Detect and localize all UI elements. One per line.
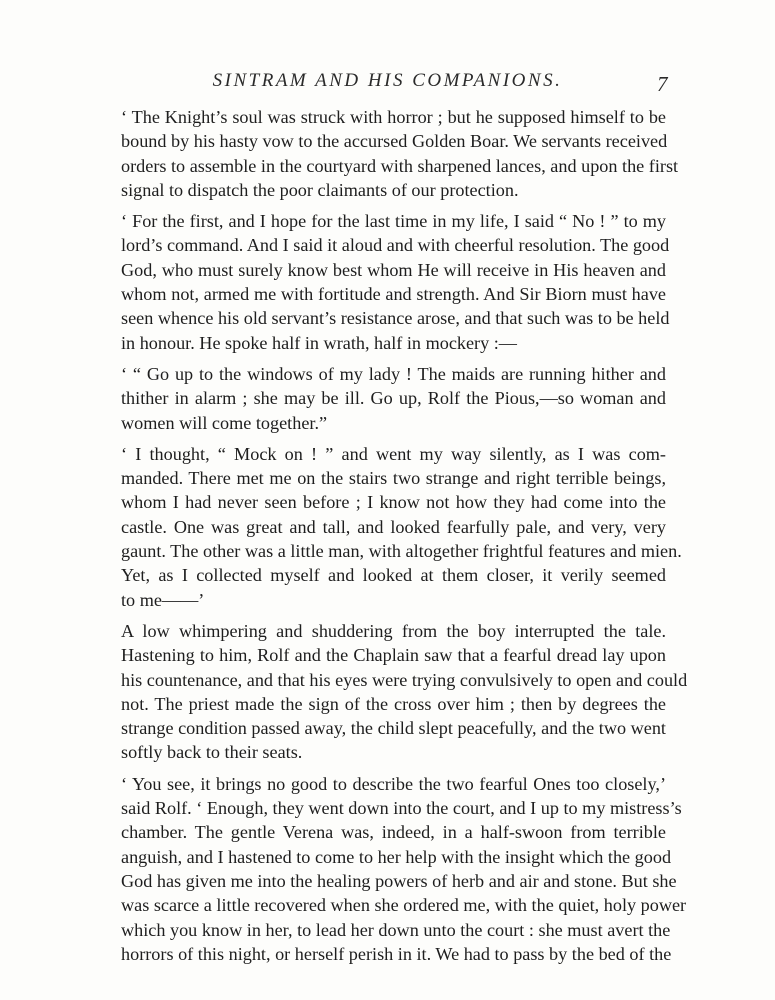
text-line: which you know in her, to lead her down unto the court : she must avert the bbox=[121, 919, 671, 940]
text-line: in honour. He spoke half in wrath, half in mockery :— bbox=[121, 332, 517, 353]
text-line: said Rolf. ‘ Enough, they went down into the court, and I up to my mistress’s bbox=[121, 798, 682, 819]
text-line: whom I had never seen before ; I know not how they had come into the bbox=[121, 492, 666, 513]
text-line: Yet, as I collected myself and looked at them closer, it verily seemed bbox=[121, 565, 666, 586]
text-line: chamber. The gentle Verena was, indeed, in a half-swoon from terrible bbox=[121, 822, 666, 843]
paragraph-1 bbox=[121, 105, 679, 202]
text-line: lord’s command. And I said it aloud and with cheerful resolution. The good bbox=[121, 235, 670, 256]
text-line: A low whimpering and shuddering from the boy interrupted the tale. bbox=[121, 620, 666, 641]
text-line: ‘ “ Go up to the windows of my lady ! The maids are running hither and bbox=[121, 363, 666, 384]
text-line: signal to dispatch the poor claimants of our protection. bbox=[121, 179, 519, 200]
text-line: orders to assemble in the courtyard with sharpened lances, and upon the first bbox=[121, 155, 679, 176]
text-line: manded. There met me on the stairs two strange and right terrible beings, bbox=[121, 468, 666, 489]
paragraph-6 bbox=[121, 772, 687, 966]
text-line: gaunt. The other was a little man, with altogether frightful features and mien. bbox=[121, 541, 682, 562]
text-line: anguish, and I hastened to come to her help with the insight which the good bbox=[121, 846, 672, 867]
text-line: was scarce a little recovered when she ordered me, with the quiet, holy power bbox=[121, 895, 687, 916]
text-line: strange condition passed away, the child slept peacefully, and the two went bbox=[121, 718, 666, 739]
paragraph-4 bbox=[121, 442, 682, 612]
paragraph-5 bbox=[121, 619, 688, 765]
text-line: God, who must surely know best whom He will receive in His heaven and bbox=[121, 259, 666, 280]
text-line: not. The priest made the sign of the cross over him ; then by degrees the bbox=[121, 693, 666, 714]
text-line: seen whence his old servant’s resistance arose, and that such was to be held bbox=[121, 308, 670, 329]
text-line: whom not, armed me with fortitude and strength. And Sir Biorn must have bbox=[121, 284, 666, 305]
text-line: thither in alarm ; she may be ill. Go up, Rolf the Pious,—so woman and bbox=[121, 388, 666, 409]
paragraph-2 bbox=[121, 209, 670, 355]
text-line: ‘ The Knight’s soul was struck with horror ; but he supposed himself to be bbox=[121, 107, 666, 127]
text-line: to me——’ bbox=[121, 589, 205, 610]
text-line: ‘ You see, it brings no good to describe the two fearful Ones too closely,’ bbox=[121, 773, 666, 794]
text-line: castle. One was great and tall, and looked fearfully pale, and very, very bbox=[121, 516, 666, 537]
text-line: softly back to their seats. bbox=[121, 742, 303, 763]
page-number: 7 bbox=[657, 72, 668, 96]
text-line: horrors of this night, or herself perish in it. We had to pass by the bed of the bbox=[121, 943, 672, 964]
text-line: Hastening to him, Rolf and the Chaplain saw that a fearful dread lay upon bbox=[121, 645, 666, 666]
body-text bbox=[121, 105, 688, 973]
text-line: ‘ For the first, and I hope for the last time in my life, I said “ No ! ” to my bbox=[121, 211, 666, 232]
text-line: God has given me into the healing powers of herb and air and stone. But she bbox=[121, 870, 677, 891]
text-line: his countenance, and that his eyes were trying convulsively to open and could bbox=[121, 669, 688, 690]
running-title: SINTRAM AND HIS COMPANIONS. bbox=[212, 70, 563, 91]
text-line: ‘ I thought, “ Mock on ! ” and went my way silently, as I was com- bbox=[121, 443, 666, 464]
text-line: bound by his hasty vow to the accursed Golden Boar. We servants received bbox=[121, 131, 668, 152]
paragraph-3 bbox=[121, 362, 666, 435]
text-line: women will come together.” bbox=[121, 412, 328, 433]
